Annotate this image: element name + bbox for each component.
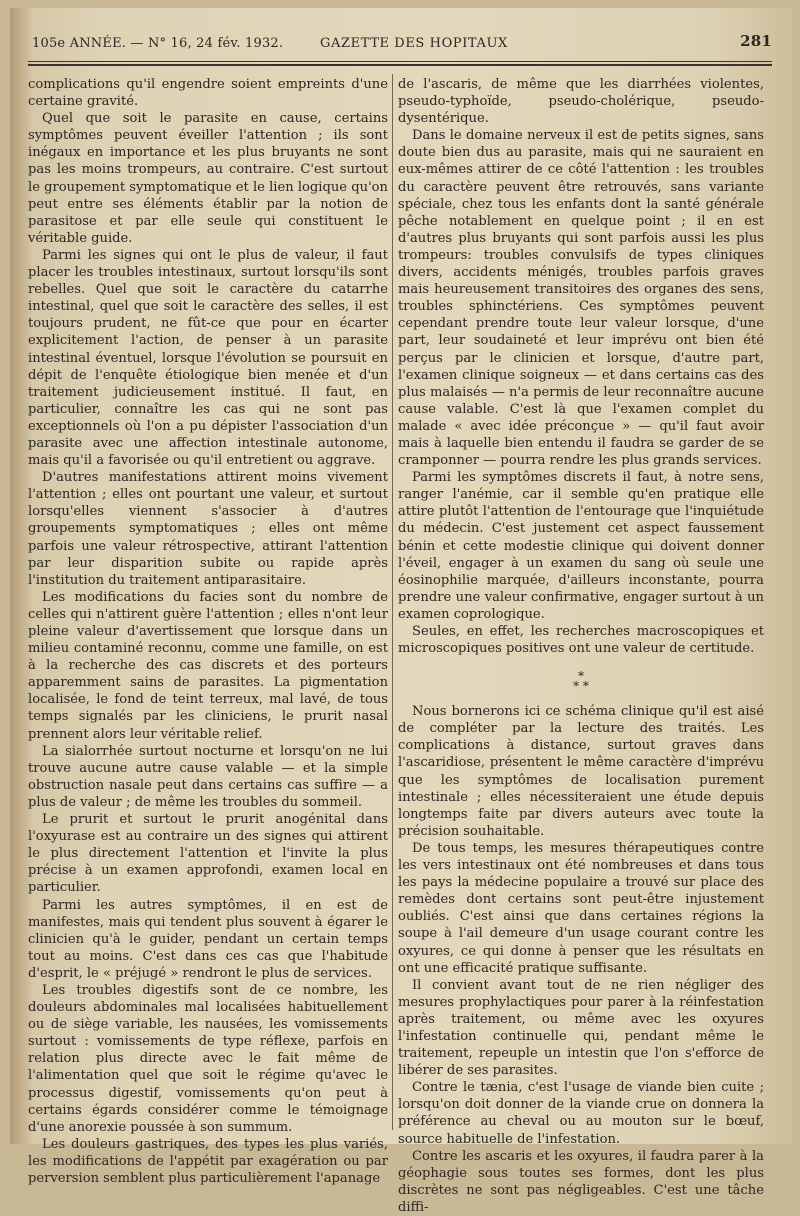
journal-page <box>10 8 792 1215</box>
paragraph: Nous bornerons ici ce schéma clinique qu'il est aisé de compléter par la lecture des traités. Les complications à distance, surtout graves dans l'ascaridiose, présentent le même caractère d'imprévu que les symptômes de localisation purement intestinale ; elles nécessiteraient une étude depuis longtemps faite par divers auteurs avec toute la précision souhaitable. <box>398 704 764 839</box>
paragraph: Les troubles digestifs sont de ce nombre, les douleurs abdominales mal localisées habituellement ou de siège variable, les nausées, les vomissements surtout : vomissements de type réflexe, parfois en relation plus directe avec le fait même de l'alimentation quel que soit le régime qu'avec le processus digestif, vomissements qu'on peut à certains égards considérer comme le témoignage d'une anorexie poussée à son summum. <box>28 982 388 1135</box>
separator-stars: * * <box>573 679 589 694</box>
issue-info: 105e ANNÉE. — N° 16, 24 fév. 1932. <box>32 36 284 51</box>
column-divider <box>392 74 393 1130</box>
paragraph: Les douleurs gastriques, des types les plus variés, les modifications de l'appétit par exagération ou par perversion semblent plus particulièrement l'apanage <box>28 1136 388 1186</box>
paragraph: Contre les ascaris et les oxyures, il faudra parer à la géophagie sous toutes ses formes, dont les plus discrètes ne sont pas négligeables. C'est une tâche diffi- <box>398 1148 764 1215</box>
header-rule <box>28 61 772 62</box>
header-rule-thick <box>28 64 772 66</box>
paragraph: Il convient avant tout de ne rien négliger des mesures prophylactiques pour parer à la réinfestation après traitement, ou même avec les oxyures l'infestation continuelle qui, pendant même le traitement, repeuple un intestin que l'on s'efforce de libérer de ses parasites. <box>398 977 764 1079</box>
paragraph: De tous temps, les mesures thérapeutiques contre les vers intestinaux ont été nombreuses et dans tous les pays la médecine populaire a trouvé sur place des remèdes dont certains sont peut-être injustement oubliés. C'est ainsi que dans certaines régions la soupe à l'ail demeure d'un usage courant contre les oxyures, ce qui donne à penser que les résultats en ont une efficacité pratique suffisante. <box>398 840 764 976</box>
paragraph: Parmi les symptômes discrets il faut, à notre sens, ranger l'anémie, car il semble qu'en pratique elle attire plutôt l'attention de l'entourage que l'inquiétude du médecin. C'est justement cet aspect faussement bénin et cette modestie clinique qui doivent donner l'éveil, engager à un examen du sang où seule une éosinophilie marquée, d'ailleurs inconstante, pourra prendre une valeur confirmative, engager surtout à un examen coprologique. <box>398 470 764 622</box>
paragraph: Quel que soit le parasite en cause, certains symptômes peuvent éveiller l'attention ; ils sont inégaux en importance et les plus bruyants ne sont pas les moins trompeurs, au contraire. C'est surtout le groupement symptomatique et le lien logique qu'on peut entre ses éléments établir par la notion de parasitose et par elle seule qui constituent le véritable guide. <box>28 111 388 246</box>
right-column <box>398 76 764 1216</box>
journal-title: GAZETTE DES HOPITAUX <box>320 36 508 51</box>
page-number: 281 <box>740 32 772 50</box>
paragraph: Les modifications du facies sont du nombre de celles qui n'attirent guère l'attention ; elles n'ont leur pleine valeur d'avertissement que lorsque dans un milieu contaminé reconnu, comme une famille, on est à la recherche des cas discrets et des porteurs apparemment sains de parasites. La pigmentation localisée, le fond de teint terreux, mal lavé, de tous temps signalés par les cliniciens, le prurit nasal prennent alors leur véritable relief. <box>28 589 388 742</box>
paragraph: Dans le domaine nerveux il est de petits signes, sans doute bien dus au parasite, mais qui ne sauraient en eux-mêmes attirer de ce côté l'attention : les troubles du caractère peuvent être retrouvés, sans variante spéciale, chez tous les enfants dont la santé générale pêche notablement en quelque point ; il en est d'autres plus bruyants qui sont parfois aussi les plus trompeurs: troubles convulsifs de types cliniques divers, accidents ménigés, troubles parfois graves mais heureusement transitoires des organes des sens, troubles sphinctériens. Ces symptômes peuvent cependant prendre toute leur valeur lorsque, d'une part, leur soudaineté et leur imprévu ont bien été perçus par le clinicien et lorsque, d'autre part, l'examen clinique soigneux — et dans certains cas des plus malaisés — n'a permis de leur reconnaître aucune cause valable. C'est là que l'examen complet du malade « avec idée préconçue » — qu'il faut avoir mais à laquelle bien entendu il faudra se garder de se cramponner — pourra rendre les plus grands services. <box>398 128 764 469</box>
paragraph: D'autres manifestations attirent moins vivement l'attention ; elles ont pourtant une valeur, et surtout lorsqu'elles viennent s'associer à d'autres groupements symptomatiques ; elles ont même parfois une valeur rétrospective, attirant l'attention par leur disparition subite ou rapide après l'institution du traitement antiparasitaire. <box>28 470 388 588</box>
running-header <box>32 32 772 58</box>
paragraph: Contre le tænia, c'est l'usage de viande bien cuite ; lorsqu'on doit donner de la viande crue on donnera la préférence au cheval ou au mouton sur le bœuf, source habituelle de l'infestation. <box>398 1080 764 1147</box>
paragraph: Parmi les autres symptômes, il en est de manifestes, mais qui tendent plus souvent à égarer le clinicien qu'à le guider, pendant un certain temps tout au moins. C'est dans ces cas que l'habitude d'esprit, le « préjugé » rendront le plus de services. <box>28 897 388 981</box>
left-column <box>28 76 388 1187</box>
paragraph: de l'ascaris, de même que les diarrhées violentes, pseudo-typhoïde, pseudo-cholérique, pseudo-dysentérique. <box>398 77 764 127</box>
section-separator <box>398 669 764 694</box>
paragraph: Seules, en effet, les recherches macroscopiques et microscopiques positives ont une valeur de certitude. <box>398 624 764 657</box>
paragraph: Le prurit et surtout le prurit anogénital dans l'oxyurase est au contraire un des signes qui attirent le plus directement l'attention et l'invite la plus précise à un examen approfondi, examen local en particulier. <box>28 812 388 896</box>
paragraph: complications qu'il engendre soient empreints d'une certaine gravité. <box>28 77 388 110</box>
separator-star: * <box>578 669 584 684</box>
paragraph: Parmi les signes qui ont le plus de valeur, il faut placer les troubles intestinaux, surtout lorsqu'ils sont rebelles. Quel que soit le caractère du catarrhe intestinal, quel que soit le caractère des selles, il est toujours prudent, ne fût-ce que pour en écarter explicitement l'action, de penser à un parasite intestinal éventuel, lorsque l'évolution se poursuit en dépit de l'enquête étiologique bien menée et d'un traitement judicieusement institué. Il faut, en particulier, connaître les cas qui ne sont pas exceptionnels où l'on a pu dépister l'association d'un parasite avec une affection intestinale autonome, mais qu'il a favorisée ou qu'il entretient ou aggrave. <box>28 247 388 469</box>
paragraph: La sialorrhée surtout nocturne et lorsqu'on ne lui trouve aucune autre cause valable — et la simple obstruction nasale peut dans certains cas suffire — a plus de valeur ; de même les troubles du sommeil. <box>28 743 388 810</box>
